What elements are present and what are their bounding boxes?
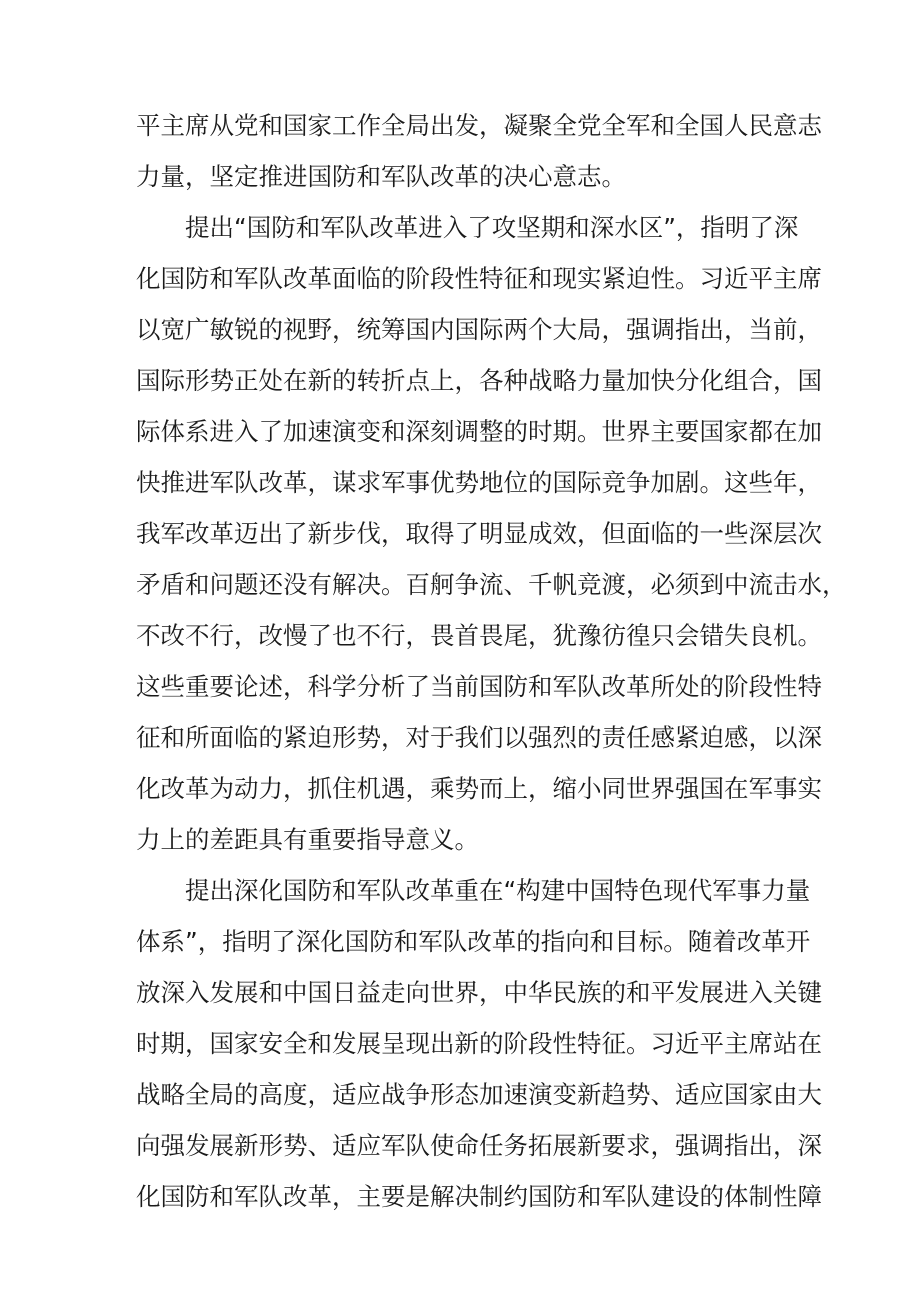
paragraph-2-line-11: 征和所面临的紧迫形势，对于我们以强烈的责任感紧迫感，以深 bbox=[136, 723, 822, 752]
paragraph-2-line-1: 提出“国防和军队改革进入了攻坚期和深水区”，指明了深 bbox=[185, 213, 799, 242]
paragraph-3-line-6: 向强发展新形势、适应军队使命任务拓展新要求，强调指出，深 bbox=[136, 1131, 822, 1160]
paragraph-1-line-2: 力量，坚定推进国防和军队改革的决心意志。 bbox=[136, 162, 626, 191]
paragraph-2-line-9: 不改不行，改慢了也不行，畏首畏尾，犹豫彷徨只会错失良机。 bbox=[136, 621, 822, 650]
paragraph-2-line-10: 这些重要论述，科学分析了当前国防和军队改革所处的阶段性特 bbox=[136, 672, 822, 701]
paragraph-3-line-1: 提出深化国防和军队改革重在“构建中国特色现代军事力量 bbox=[185, 876, 811, 905]
paragraph-2-line-12: 化改革为动力，抓住机遇，乘势而上，缩小同世界强国在军事实 bbox=[136, 774, 822, 803]
paragraph-2-line-6: 快推进军队改革，谋求军事优势地位的国际竞争加剧。这些年， bbox=[136, 468, 822, 497]
paragraph-2-line-2: 化国防和军队改革面临的阶段性特征和现实紧迫性。习近平主席 bbox=[136, 264, 822, 293]
paragraph-2-line-3: 以宽广敏锐的视野，统筹国内国际两个大局，强调指出，当前， bbox=[136, 315, 822, 344]
paragraph-1-line-1: 平主席从党和国家工作全局出发，凝聚全党全军和全国人民意志 bbox=[136, 111, 822, 140]
paragraph-3-line-5: 战略全局的高度，适应战争形态加速演变新趋势、适应国家由大 bbox=[136, 1080, 822, 1109]
paragraph-2-line-13: 力上的差距具有重要指导意义。 bbox=[136, 825, 479, 854]
paragraph-2-line-4: 国际形势正处在新的转折点上，各种战略力量加快分化组合，国 bbox=[136, 366, 822, 395]
paragraph-3-line-3: 放深入发展和中国日益走向世界，中华民族的和平发展进入关键 bbox=[136, 978, 822, 1007]
paragraph-3-line-2: 体系”，指明了深化国防和军队改革的指向和目标。随着改革开 bbox=[136, 927, 811, 956]
paragraph-3-line-4: 时期，国家安全和发展呈现出新的阶段性特征。习近平主席站在 bbox=[136, 1029, 822, 1058]
paragraph-3-line-7: 化国防和军队改革，主要是解决制约国防和军队建设的体制性障 bbox=[136, 1182, 822, 1211]
paragraph-2-line-7: 我军改革迈出了新步伐，取得了明显成效，但面临的一些深层次 bbox=[136, 519, 822, 548]
paragraph-2-line-8: 矛盾和问题还没有解决。百舸争流、千帆竞渡，必须到中流击水， bbox=[136, 570, 847, 599]
paragraph-2-line-5: 际体系进入了加速演变和深刻调整的时期。世界主要国家都在加 bbox=[136, 417, 822, 446]
